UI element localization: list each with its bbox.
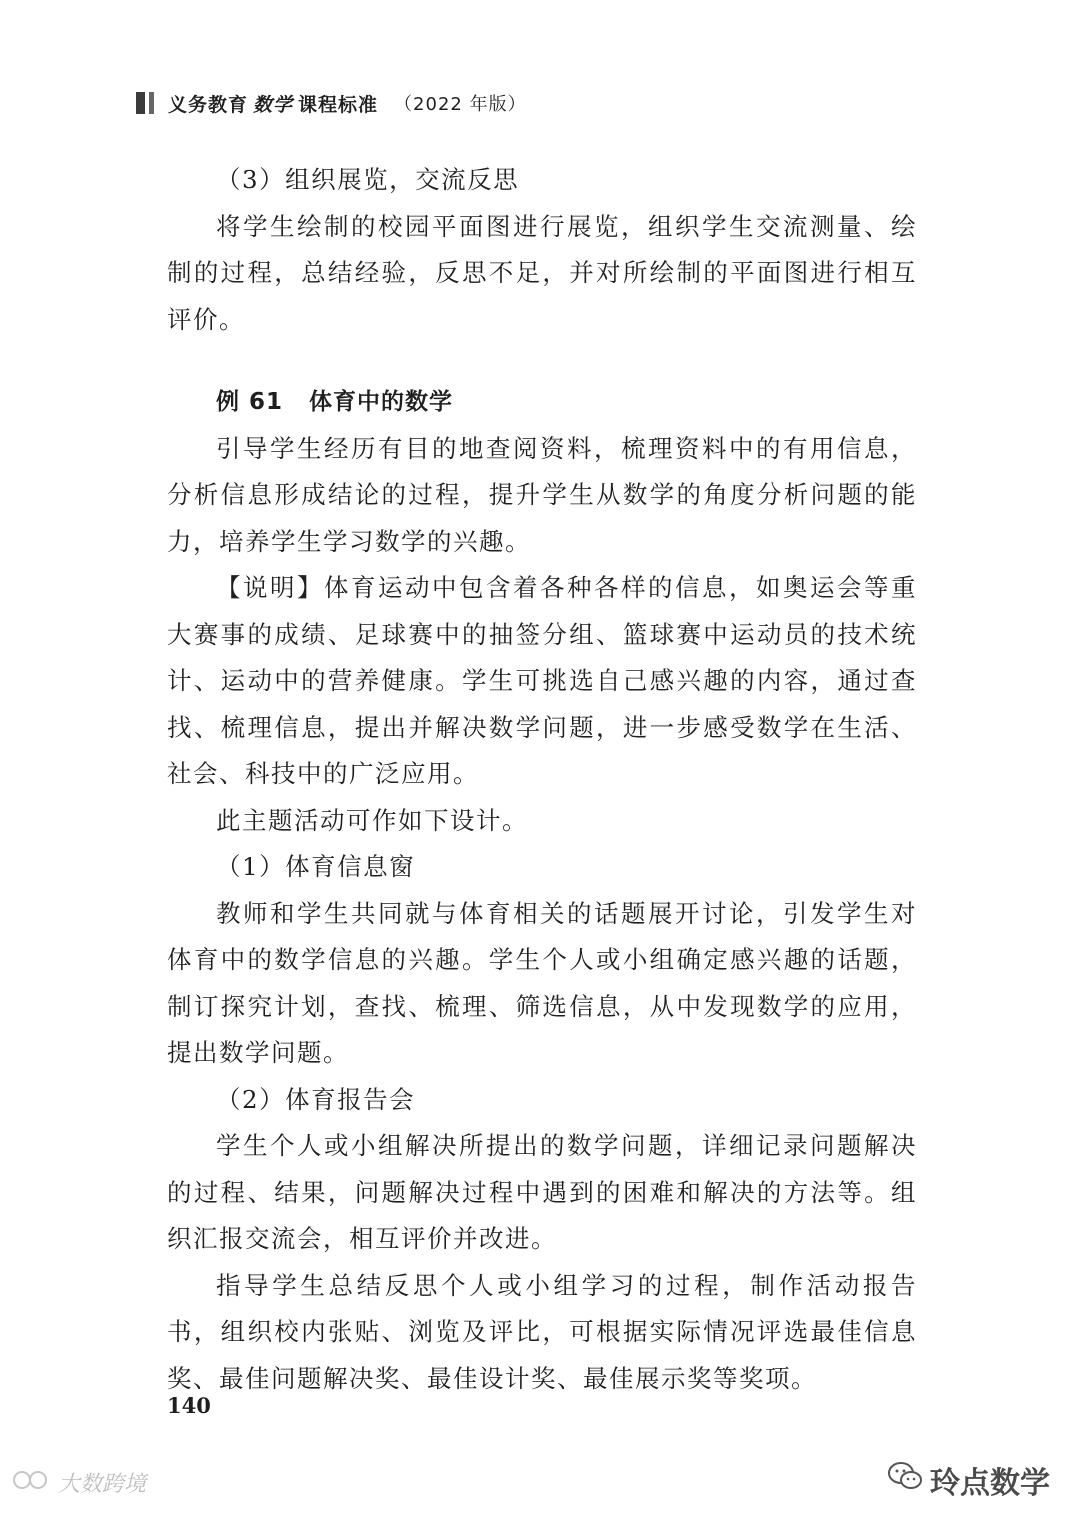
book-title-subject: 数学	[253, 93, 294, 116]
step2-paragraph: 学生个人或小组解决所提出的数学问题，详细记录问题解决的过程、结果，问题解决过程中遇到的困难和解决的方法等。组织汇报交流会，相互评价并改进。	[167, 1131, 917, 1253]
step2-heading: （2）体育报告会	[216, 1084, 416, 1114]
wechat-icon	[888, 1461, 922, 1499]
book-title-part1: 义务教育	[168, 93, 249, 116]
section3-heading: （3）组织展览，交流反思	[216, 165, 520, 194]
example-heading	[167, 379, 917, 426]
book-title-part2: 课程标准	[298, 93, 379, 116]
watermark-left-text: 大数跨境	[58, 1472, 147, 1497]
book-edition: （2022 年版）	[394, 94, 527, 115]
example-title: 体育中的数学	[309, 389, 454, 415]
example-note-paragraph: 【说明】体育运动中包含着各种各样的信息，如奥运会等重大赛事的成绩、足球赛中的抽签分组、篮球赛中运动员的技术统计、运动中的营养健康。学生可挑选自己感兴趣的内容，通过查找、梳理信息，提出并解决数学问题，进一步感受数学在生活、社会、科技中的广泛应用。	[167, 573, 917, 788]
step1-heading: （1）体育信息窗	[216, 852, 416, 881]
header-bar-mark	[136, 92, 145, 114]
page-number: 140	[167, 1393, 211, 1418]
page-body	[167, 157, 917, 1402]
book-title	[168, 90, 378, 117]
step1-paragraph: 教师和学生共同就与体育相关的话题展开讨论，引发学生对体育中的数学信息的兴趣。学生个人或小组确定感兴趣的话题，制订探究计划，查找、梳理、筛选信息，从中发现数学的应用，提出数学问题。	[167, 898, 917, 1067]
logo-icon	[12, 1469, 50, 1497]
header-bar-marks	[136, 92, 158, 114]
design-intro: 此主题活动可作如下设计。	[216, 805, 528, 835]
watermark-left	[12, 1467, 146, 1498]
step2-paragraph-2: 指导学生总结反思个人或小组学习的过程，制作活动报告书，组织校内张贴、浏览及评比，可根据实际情况评选最佳信息奖、最佳问题解决奖、最佳设计奖、最佳展示奖等奖项。	[167, 1270, 917, 1393]
header-bar-mark	[149, 92, 154, 114]
watermark-right	[888, 1458, 1050, 1502]
example-number: 例 61	[216, 389, 284, 415]
section3-paragraph: 将学生绘制的校园平面图进行展览，组织学生交流测量、绘制的过程，总结经验，反思不足，并对所绘制的平面图进行相互评价。	[167, 211, 917, 334]
running-header	[136, 88, 527, 118]
watermark-right-text: 玲点数学	[930, 1466, 1050, 1501]
example-intro-paragraph: 引导学生经历有目的地查阅资料，梳理资料中的有用信息，分析信息形成结论的过程，提升学生从数学的角度分析问题的能力，培养学生学习数学的兴趣。	[167, 433, 917, 556]
